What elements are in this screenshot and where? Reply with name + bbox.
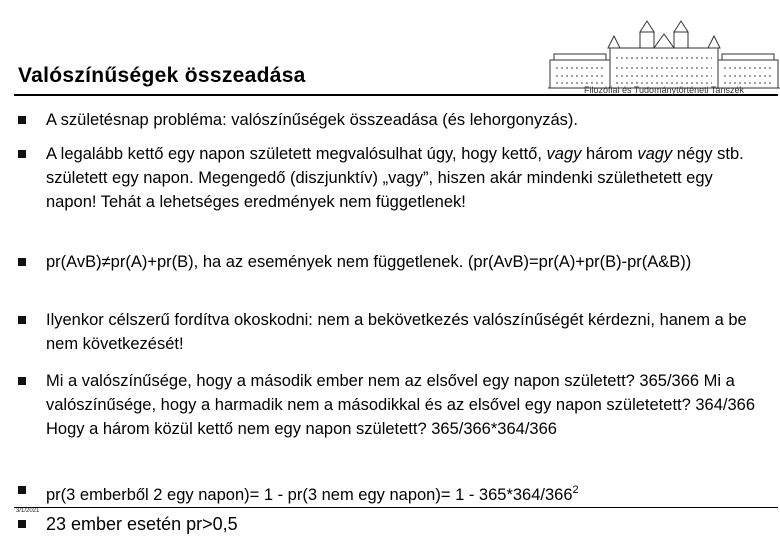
bullet-text: Ilyenkor célszerű fordítva okoskodni: nem a bekövetkezés valószínűségét kérdezni, hanem a be nem következését! [46, 311, 747, 353]
square-bullet-icon [18, 150, 26, 158]
emphasis: vagy [637, 145, 673, 163]
slide-title: Valószínűségek összeadása [18, 64, 306, 87]
square-bullet-icon [18, 486, 26, 494]
bullet-text: A legalább kettő egy napon született megvalósulhat úgy, hogy kettő, vagy három vagy négy stb. született egy napon. Megengedő (diszjunktív) „vagy”, hiszen akár mindenki születhetett egy napon! Tehát a lehetséges eredmények nem függetlenek! [46, 145, 744, 211]
bullet-text: Mi a valószínűsége, hogy a második ember nem az elsővel egy napon született? 365/366 Mi a valószínűsége, hogy a harmadik nem a másodikkal és az elsővel egy napon születetett? 364/366 Hogy a három közül kettő nem egy napon született? 365/366*364/366 [46, 372, 756, 438]
logo-caption: Filozófiai és Tudománytörténeti Tanszék [584, 85, 744, 95]
square-bullet-icon [18, 116, 26, 124]
square-bullet-icon [18, 258, 26, 266]
bullet-text: pr(3 emberből 2 egy napon)= 1 - pr(3 nem egy napon)= $1 - 365*364/366^2$ [46, 484, 579, 504]
bullet-text: A születésnap probléma: valószínűségek összeadása (és lehorgonyzás). [46, 111, 578, 129]
bullet-text: 23 ember esetén pr>0,5 [46, 514, 238, 534]
superscript: 2 [572, 484, 579, 496]
square-bullet-icon [18, 316, 26, 324]
bullet-text: pr(AvB)≠pr(A)+pr(B), ha az események nem függetlenek. (pr(AvB)=pr(A)+pr(B)-pr(A&B)) [46, 253, 692, 271]
footer-date: 3/1/2021 [16, 508, 40, 514]
square-bullet-icon [18, 520, 26, 528]
emphasis: vagy [546, 145, 582, 163]
square-bullet-icon [18, 377, 26, 385]
footer-rule [14, 507, 778, 508]
